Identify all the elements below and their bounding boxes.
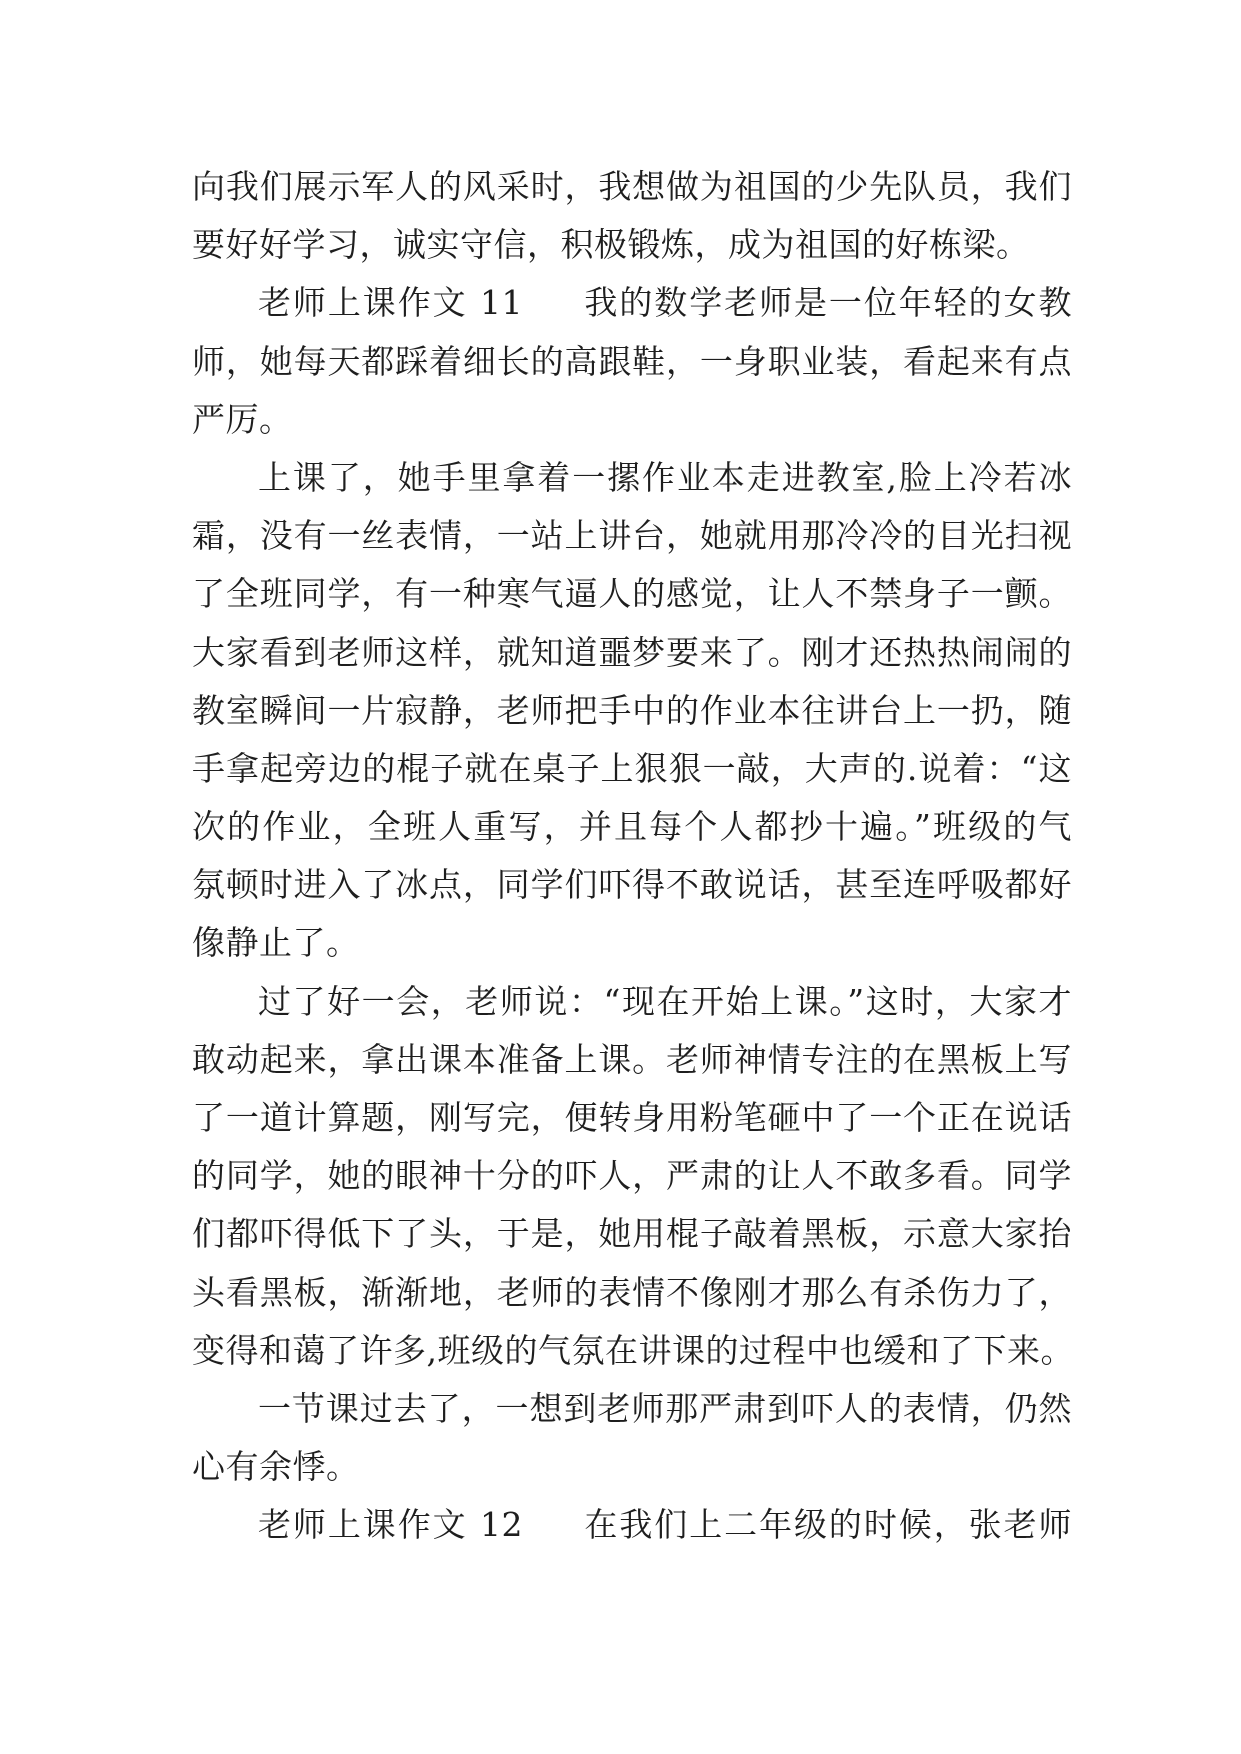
text-line: 头看黑板，渐渐地，老师的表情不像刚才那么有杀伤力了， (192, 1272, 1072, 1312)
section-heading: 老师上课作文 11 (258, 283, 523, 323)
text-line: 过了好一会，老师说：“现在开始上课。”这时，大家才 (258, 981, 1072, 1021)
text-line: 在我们上二年级的时候，张老师 (583, 1505, 1073, 1545)
text-line: 要好好学习，诚实守信，积极锻炼，成为祖国的好栋梁。 (192, 225, 1030, 265)
text-line: 上课了，她手里拿着一摞作业本走进教室,脸上冷若冰 (258, 457, 1072, 497)
text-line: 氛顿时进入了冰点，同学们吓得不敢说话，甚至连呼吸都好 (192, 865, 1072, 905)
text-line: 向我们展示军人的风采时，我想做为祖国的少先队员，我们 (192, 167, 1072, 206)
text-line: 了全班同学，有一种寒气逼人的感觉，让人不禁身子一颤。 (192, 574, 1072, 614)
text-line: 我的数学老师是一位年轻的女教 (583, 283, 1073, 323)
text-line: 手拿起旁边的棍子就在桌子上狠狠一敲，大声的.说着：“这 (192, 748, 1072, 788)
text-line: 一节课过去了，一想到老师那严肃到吓人的表情，仍然 (258, 1388, 1072, 1428)
section-heading: 老师上课作文 12 (258, 1505, 523, 1545)
text-line: 严厉。 (192, 399, 293, 439)
text-line: 的同学，她的眼神十分的吓人，严肃的让人不敢多看。同学 (192, 1156, 1072, 1196)
text-line: 像静止了。 (192, 923, 360, 963)
text-line: 大家看到老师这样，就知道噩梦要来了。刚才还热热闹闹的 (192, 632, 1072, 672)
text-line: 教室瞬间一片寂静，老师把手中的作业本往讲台上一扔，随 (192, 690, 1072, 730)
text-line: 了一道计算题，刚写完，便转身用粉笔砸中了一个正在说话 (192, 1098, 1072, 1137)
text-line: 心有余悸。 (192, 1447, 360, 1487)
essay-body (192, 158, 1072, 1555)
text-line: 们都吓得低下了头，于是，她用棍子敲着黑板，示意大家抬 (192, 1214, 1072, 1254)
text-line: 师，她每天都踩着细长的高跟鞋，一身职业装，看起来有点 (192, 341, 1072, 381)
text-line: 次的作业，全班人重写，并且每个人都抄十遍。”班级的气 (192, 807, 1072, 847)
text-line: 变得和蔼了许多,班级的气氛在讲课的过程中也缓和了下来。 (192, 1330, 1074, 1370)
section-heading-line (192, 274, 1072, 332)
section-heading-line (192, 1496, 1072, 1554)
text-line: 敢动起来，拿出课本准备上课。老师神情专注的在黑板上写 (192, 1039, 1072, 1079)
text-line: 霜，没有一丝表情，一站上讲台，她就用那冷冷的目光扫视 (192, 516, 1072, 556)
